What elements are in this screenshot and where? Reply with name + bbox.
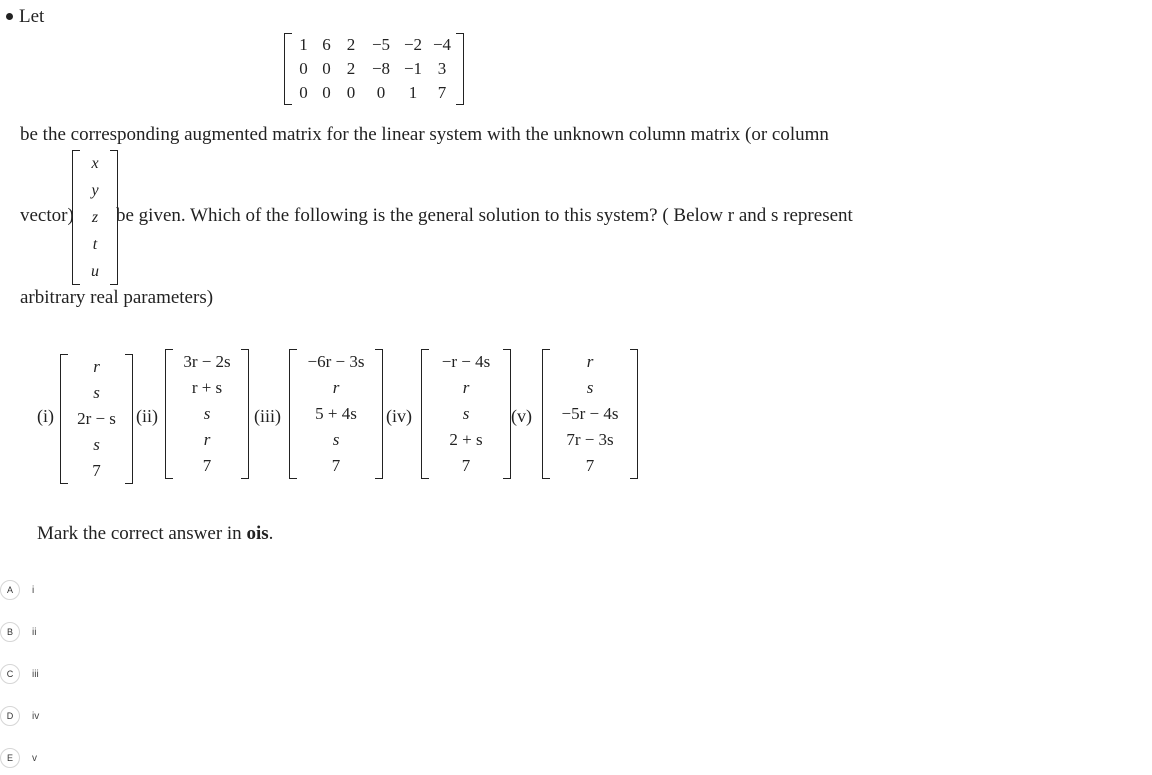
vector-entry: r: [93, 357, 100, 376]
matrix-cell: −2: [403, 35, 423, 54]
vector-entry: 2 + s: [449, 430, 483, 449]
right-bracket: [456, 33, 464, 105]
question-intro: [6, 6, 44, 28]
unknown-entry: y: [91, 182, 99, 199]
option-label-iii: (iii): [254, 406, 281, 426]
matrix-cell: −4: [432, 35, 452, 54]
vector-entry: −r − 4s: [441, 352, 491, 371]
question-text-1: be the corresponding augmented matrix for the linear system with the unknown column matrix (or column: [20, 124, 829, 145]
vector-entry: −6r − 3s: [307, 352, 365, 371]
left-bracket: [60, 354, 68, 484]
vector-entry: 7: [92, 461, 101, 480]
matrix-cell: 7: [437, 83, 447, 102]
vector-entry: s: [93, 383, 100, 402]
choice-radio[interactable]: A: [0, 580, 20, 600]
matrix-cell: 0: [299, 83, 308, 102]
augmented-matrix: [284, 33, 464, 105]
note-suffix: .: [268, 523, 274, 544]
unknown-entry: u: [91, 263, 99, 280]
choice-label: iv: [32, 710, 40, 722]
vector-entry: 7: [461, 456, 471, 475]
note-prefix: Mark the correct answer in: [37, 523, 247, 544]
matrix-cell: 3: [437, 59, 447, 78]
intro-text: Let: [19, 6, 45, 27]
right-bracket: [375, 349, 383, 479]
matrix-cell: 0: [322, 59, 331, 78]
option-label-iv: (iv): [386, 406, 412, 426]
option-label-ii: (ii): [136, 406, 158, 426]
left-bracket: [289, 349, 297, 479]
choice-radio[interactable]: D: [0, 706, 20, 726]
question-text-3: arbitrary real parameters): [20, 287, 214, 308]
matrix-row: [292, 57, 456, 81]
choice-radio[interactable]: B: [0, 622, 20, 642]
choice-e[interactable]: [0, 741, 300, 775]
vector-entry: 7: [202, 456, 212, 475]
right-bracket: [630, 349, 638, 479]
question-text-2b: be given. Which of the following is the general solution to this system? ( Below r and s represent: [116, 205, 853, 226]
option-vector-i: [60, 354, 133, 484]
choice-radio[interactable]: C: [0, 664, 20, 684]
choice-b[interactable]: [0, 615, 300, 649]
matrix-cell: 0: [346, 83, 356, 102]
matrix-cell: 2: [346, 35, 356, 54]
matrix-cell: 6: [322, 35, 331, 54]
matrix-cell: 0: [322, 83, 331, 102]
vector-entry: r + s: [191, 378, 223, 397]
matrix-row: [292, 33, 456, 57]
option-vector-ii: [165, 349, 249, 479]
vector-entry: s: [203, 404, 211, 423]
vector-entry: r: [332, 378, 340, 397]
vector-entry: s: [332, 430, 340, 449]
left-bracket: [72, 150, 80, 285]
right-bracket: [125, 354, 133, 484]
choice-label: i: [32, 584, 35, 596]
note-bold: ois: [246, 523, 269, 544]
choice-radio[interactable]: E: [0, 748, 20, 768]
vector-entry: 7r − 3s: [566, 430, 614, 449]
bullet-icon: [6, 13, 13, 20]
matrix-cell: 2: [346, 59, 356, 78]
vector-entry: s: [586, 378, 594, 397]
option-vector-iv: [421, 349, 511, 479]
vector-entry: 3r − 2s: [183, 352, 231, 371]
vector-entry: s: [93, 435, 100, 454]
matrix-cell: −1: [403, 59, 423, 78]
left-bracket: [421, 349, 429, 479]
vector-entry: −5r − 4s: [561, 404, 619, 423]
option-vector-v: [542, 349, 638, 479]
left-bracket: [165, 349, 173, 479]
instruction-note: [37, 523, 273, 545]
matrix-cell: 1: [299, 35, 308, 54]
vector-entry: r: [462, 378, 470, 397]
option-vector-iii: [289, 349, 383, 479]
left-bracket: [542, 349, 550, 479]
choice-label: v: [32, 752, 37, 764]
option-label-v: (v): [511, 406, 532, 426]
choice-label: iii: [32, 668, 39, 680]
choice-c[interactable]: [0, 657, 300, 691]
matrix-cell: 0: [299, 59, 308, 78]
right-bracket: [241, 349, 249, 479]
matrix-cell: 1: [408, 83, 418, 102]
vector-entry: 2r − s: [77, 409, 116, 428]
vector-entry: r: [586, 352, 594, 371]
matrix-cell: −5: [371, 35, 391, 54]
unknown-entry: z: [91, 209, 99, 226]
matrix-cell: 0: [376, 83, 386, 102]
vector-entry: s: [462, 404, 470, 423]
left-bracket: [284, 33, 292, 105]
choice-d[interactable]: [0, 699, 300, 733]
vector-entry: 5 + 4s: [315, 404, 357, 423]
vector-entry: 7: [331, 456, 341, 475]
unknown-entry: x: [91, 155, 99, 172]
choice-a[interactable]: [0, 573, 300, 607]
right-bracket: [503, 349, 511, 479]
vector-entry: r: [203, 430, 211, 449]
option-label-i: (i): [37, 406, 54, 426]
matrix-row: [292, 81, 456, 105]
unknown-vector: [72, 150, 118, 285]
matrix-cell: −8: [371, 59, 391, 78]
vector-entry: 7: [585, 456, 595, 475]
unknown-entry: t: [92, 236, 98, 253]
question-text-2a: vector): [20, 205, 74, 226]
choice-label: ii: [32, 626, 37, 638]
